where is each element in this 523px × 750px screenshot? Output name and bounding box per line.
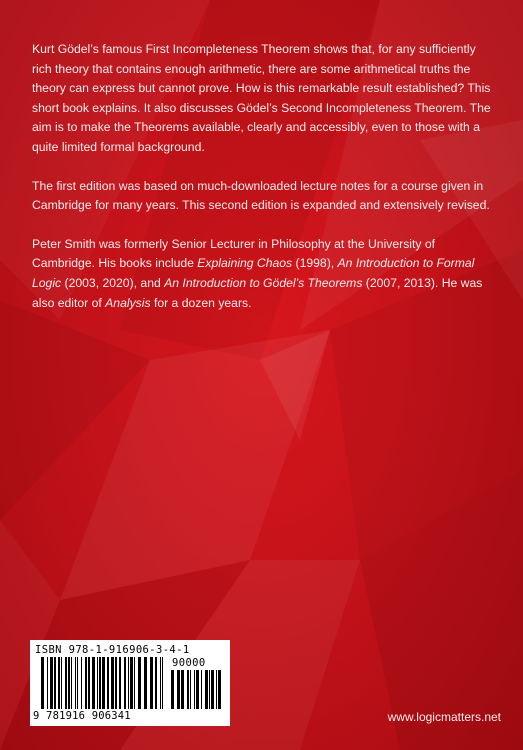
isbn-barcode	[30, 640, 230, 726]
blurb-paragraph-1: Kurt Gödel’s famous First Incompleteness Theorem shows that, for any sufficiently rich theory that contains enough arithmetic, there are some arithmetical truths the theory can express but cannot prove. How is this remarkable result established? This short book explains. It also discusses Gödel’s Second Incompleteness Theorem. The aim is to make the Theorems available, clearly and accessibly, even to those with a quite limited formal background.	[32, 42, 491, 154]
addon-barcode-bars	[171, 670, 223, 709]
blurb-paragraph-2: The first edition was based on much-downloaded lecture notes for a course given in Cambridge for many years. This second edition is expanded and extensively revised.	[32, 178, 490, 213]
bio-text: (1998),	[292, 256, 338, 271]
book-title-formal-logic: An Introduction to Formal Logic	[32, 256, 475, 290]
author-bio-paragraph	[32, 235, 498, 313]
bio-text: Peter Smith was formerly Senior Lecturer in Philosophy at the University of Cambridge. His books include	[32, 236, 436, 271]
book-title-explaining-chaos: Explaining Chaos	[197, 256, 293, 271]
bio-text: for a dozen years.	[150, 295, 252, 310]
bio-text: (2003, 2020), and	[61, 275, 165, 290]
journal-title-analysis: Analysis	[105, 295, 151, 310]
ean-digits: 9 781916 906341	[33, 710, 131, 722]
blurb-text	[32, 40, 498, 332]
book-title-godels-theorems: An Introduction to Gödel’s Theorems	[164, 275, 363, 290]
publisher-website[interactable]: www.logicmatters.net	[387, 710, 501, 724]
isbn-number: ISBN 978-1-916906-3-4-1	[35, 644, 190, 656]
ean-barcode-bars	[41, 657, 165, 709]
price-addon-code: 90000	[172, 657, 206, 669]
bio-text: (2007, 2013). He was also editor of	[32, 275, 483, 310]
